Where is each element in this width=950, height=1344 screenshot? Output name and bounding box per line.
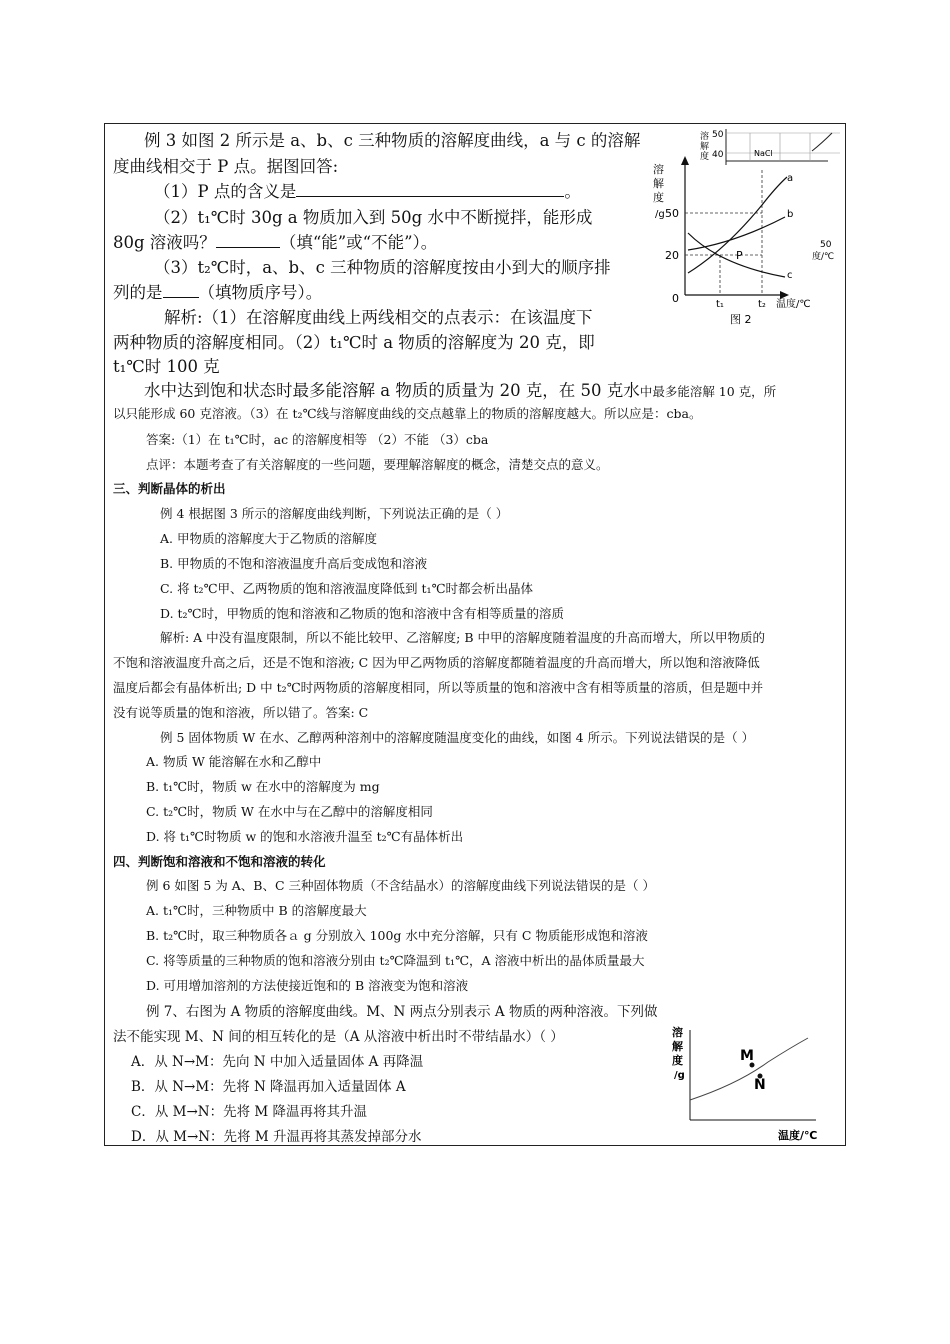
ex3-answer: 答案:（1）在 t₁℃时，ac 的溶解度相等 （2）不能 （3）cba [146, 432, 489, 447]
ex4-option-b: B. 甲物质的不饱和溶液温度升高后变成饱和溶液 [160, 556, 428, 571]
fig7-ylabel-4: /g [674, 1070, 685, 1081]
ex4-option-c: C. 将 t₂℃甲、乙两物质的饱和溶液温度降低到 t₁℃时都会析出晶体 [160, 581, 534, 596]
ex6-option-d: D. 可用增加溶剂的方法使接近饱和的 B 溶液变为饱和溶液 [146, 978, 469, 993]
fig2-ylabel-1: 溶 [653, 163, 664, 176]
fig2-ytick-50: 50 [665, 207, 679, 220]
ex7-option-c: C．从 M→N：先将 M 降温再将其升温 [131, 1104, 367, 1120]
fig7-label-m: M [740, 1048, 754, 1064]
ex4-analysis-2: 不饱和溶液温度升高之后，还是不饱和溶液; C 因为甲乙两物质的溶解度都随着温度的升高而增大，所以饱和溶液降低 [113, 655, 760, 670]
ex3-analysis-2: 两种物质的溶解度相同。（2）t₁℃时 a 物质的溶解度为 20 克，即 [113, 333, 595, 352]
fig2-inset-y2: 解 [700, 142, 710, 152]
fig7-label-n: N [754, 1077, 766, 1093]
ex3-q3: （3）t₂℃时，a、b、c 三种物质的溶解度按由小到大的顺序排 [154, 258, 611, 277]
ex3-q3-hint: （填物质序号）。 [198, 283, 323, 302]
ex7-question-1: 例 7、右图为 A 物质的溶解度曲线。M、N 两点分别表示 A 物质的两种溶液。下列做 [146, 1004, 658, 1020]
fig2-xlabel: 温度/℃ [776, 299, 811, 310]
ex5-option-b: B. t₁℃时，物质 w 在水中的溶解度为 mg [146, 779, 380, 794]
ex3-q2-text: 80g 溶液吗？ [113, 233, 216, 252]
ex6-option-b: B. t₂℃时，取三种物质各ａ g 分别放入 100g 水中充分溶解，只有 C 物质能形成饱和溶液 [146, 928, 648, 943]
fig7-ylabel-2: 解 [672, 1040, 683, 1053]
ex3-q2-cont [113, 229, 437, 253]
ex6-option-a: A. t₁℃时，三种物质中 B 的溶解度最大 [146, 903, 367, 918]
ex3-analysis-5: 以只能形成 60 克溶液。（3）在 t₂℃线与溶解度曲线的交点越靠上的物质的溶解度越大。所以应是：cba。 [113, 406, 702, 421]
fig7-ylabel-3: 度 [672, 1054, 683, 1067]
fig2-x-arrow [780, 291, 789, 299]
ex3-analysis-4-small: 中最多能溶解 10 克，所 [639, 384, 777, 399]
ex5-option-a: A. 物质 W 能溶解在水和乙醇中 [146, 754, 322, 769]
fig7-ylabel-1: 溶 [672, 1026, 683, 1039]
ex5-option-c: C. t₂℃时，物质 W 在水中与在乙醇中的溶解度相同 [146, 804, 433, 819]
fig2-label-c: c [787, 270, 793, 281]
ex3-q1-end: 。 [564, 182, 581, 201]
section-3-title: 三、判断晶体的析出 [113, 481, 226, 496]
ex3-line1: 例 3 如图 2 所示是 a、b、c 三种物质的溶解度曲线，a 与 c 的溶解 [144, 131, 641, 150]
ex3-q1-text: （1）P 点的含义是 [154, 182, 297, 201]
ex7-option-d: D．从 M→N：先将 M 升温再将其蒸发掉部分水 [131, 1129, 422, 1145]
fig2-inset-y1: 溶 [700, 132, 710, 142]
fig2-fragment-50: 50 [820, 240, 832, 250]
fig2-ylabel-2: 解 [653, 177, 664, 190]
ex4-option-d: D. t₂℃时，甲物质的饱和溶液和乙物质的饱和溶液中含有相等质量的溶质 [160, 606, 565, 621]
fig2-point-p: P [736, 249, 743, 262]
fig2-ylabel-4: /g [655, 209, 665, 220]
ex3-q1 [154, 178, 581, 202]
fig2-label-b: b [787, 209, 794, 220]
fig2-ylabel-3: 度 [653, 191, 664, 204]
fig2-y-arrow [681, 156, 689, 165]
ex3-comment: 点评：本题考查了有关溶解度的一些问题，要理解溶解度的概念，清楚交点的意义。 [146, 457, 609, 472]
ex3-q3-cont [113, 279, 322, 303]
fig2-caption: 图 2 [730, 313, 752, 326]
fig2-inset-nacl: NaCl [754, 149, 773, 158]
ex6-question: 例 6 如图 5 为 A、B、C 三种固体物质（不含结晶水）的溶解度曲线下列说法错误的是（ ） [146, 878, 655, 893]
ex4-analysis-1: 解析: A 中没有温度限制，所以不能比较甲、乙溶解度; B 中甲的溶解度随着温度的升高而增大，所以甲物质的 [160, 630, 766, 645]
ex4-analysis-4: 没有说等质量的饱和溶液，所以错了。答案: C [113, 705, 369, 720]
fig2-inset-50: 50 [712, 130, 724, 140]
ex3-q2: （2）t₁℃时 30g a 物质加入到 50g 水中不断搅拌，能形成 [154, 208, 593, 227]
ex4-question: 例 4 根据图 3 所示的溶解度曲线判断，下列说法正确的是（ ） [160, 506, 509, 521]
ex3-analysis-4 [144, 377, 776, 401]
section-4-title: 四、判断饱和溶液和不饱和溶液的转化 [113, 854, 326, 869]
fig2-ytick-0: 0 [672, 292, 679, 305]
fig2-inset-y3: 度 [700, 152, 710, 162]
ex4-analysis-3: 温度后都会有晶体析出; D 中 t₂℃时两物质的溶解度相同，所以等质量的饱和溶液中含有相等质量的溶质，但是题中并 [113, 680, 764, 695]
ex7-option-a: A．从 N→M：先向 N 中加入适量固体 A 再降温 [131, 1054, 424, 1070]
fig2-ytick-20: 20 [665, 249, 679, 262]
fig2-label-a: a [787, 173, 794, 184]
ex5-question: 例 5 固体物质 W 在水、乙醇两种溶剂中的溶解度随温度变化的曲线，如图 4 所示。下列说法错误的是（ ） [160, 730, 755, 745]
ex3-q2-blank [216, 233, 280, 248]
fig2-inset-curve [812, 133, 832, 151]
ex3-analysis-3: t₁℃时 100 克 [113, 357, 220, 376]
ex3-q1-blank [296, 182, 564, 197]
ex3-analysis-4-big: 水中达到饱和状态时最多能溶解 a 物质的质量为 20 克，在 50 克水 [144, 381, 640, 400]
fig2-fragment-unit: 度/℃ [812, 252, 835, 262]
ex7-question-2: 法不能实现 M、N 间的相互转化的是（A 从溶液中析出时不带结晶水）（ ） [113, 1029, 564, 1045]
figure-ex7-solubility-chart [668, 1022, 844, 1144]
ex3-analysis-1: 解析:（1）在溶解度曲线上两线相交的点表示：在该温度下 [164, 308, 593, 327]
fig7-xlabel: 温度/℃ [778, 1129, 818, 1142]
ex3-q3-text: 列的是 [113, 283, 163, 302]
fig2-inset-40: 40 [712, 150, 724, 160]
ex3-line2: 度曲线相交于 P 点。据图回答: [113, 157, 339, 176]
ex5-option-d: D. 将 t₁℃时物质 w 的饱和水溶液升温至 t₂℃有晶体析出 [146, 829, 464, 844]
ex3-q2-hint: （填“能”或“不能”）。 [279, 233, 438, 252]
ex6-option-c: C. 将等质量的三种物质的饱和溶液分别由 t₂℃降温到 t₁℃，A 溶液中析出的晶体质量最大 [146, 953, 645, 968]
fig2-xtick-t1: t₁ [716, 299, 724, 310]
ex4-option-a: A. 甲物质的溶解度大于乙物质的溶解度 [160, 531, 377, 546]
ex7-option-b: B．从 N→M：先将 N 降温再加入适量固体 A [131, 1079, 406, 1095]
ex3-q3-blank [163, 283, 199, 298]
figure-2-solubility-chart [650, 125, 845, 330]
fig2-xtick-t2: t₂ [758, 299, 766, 310]
